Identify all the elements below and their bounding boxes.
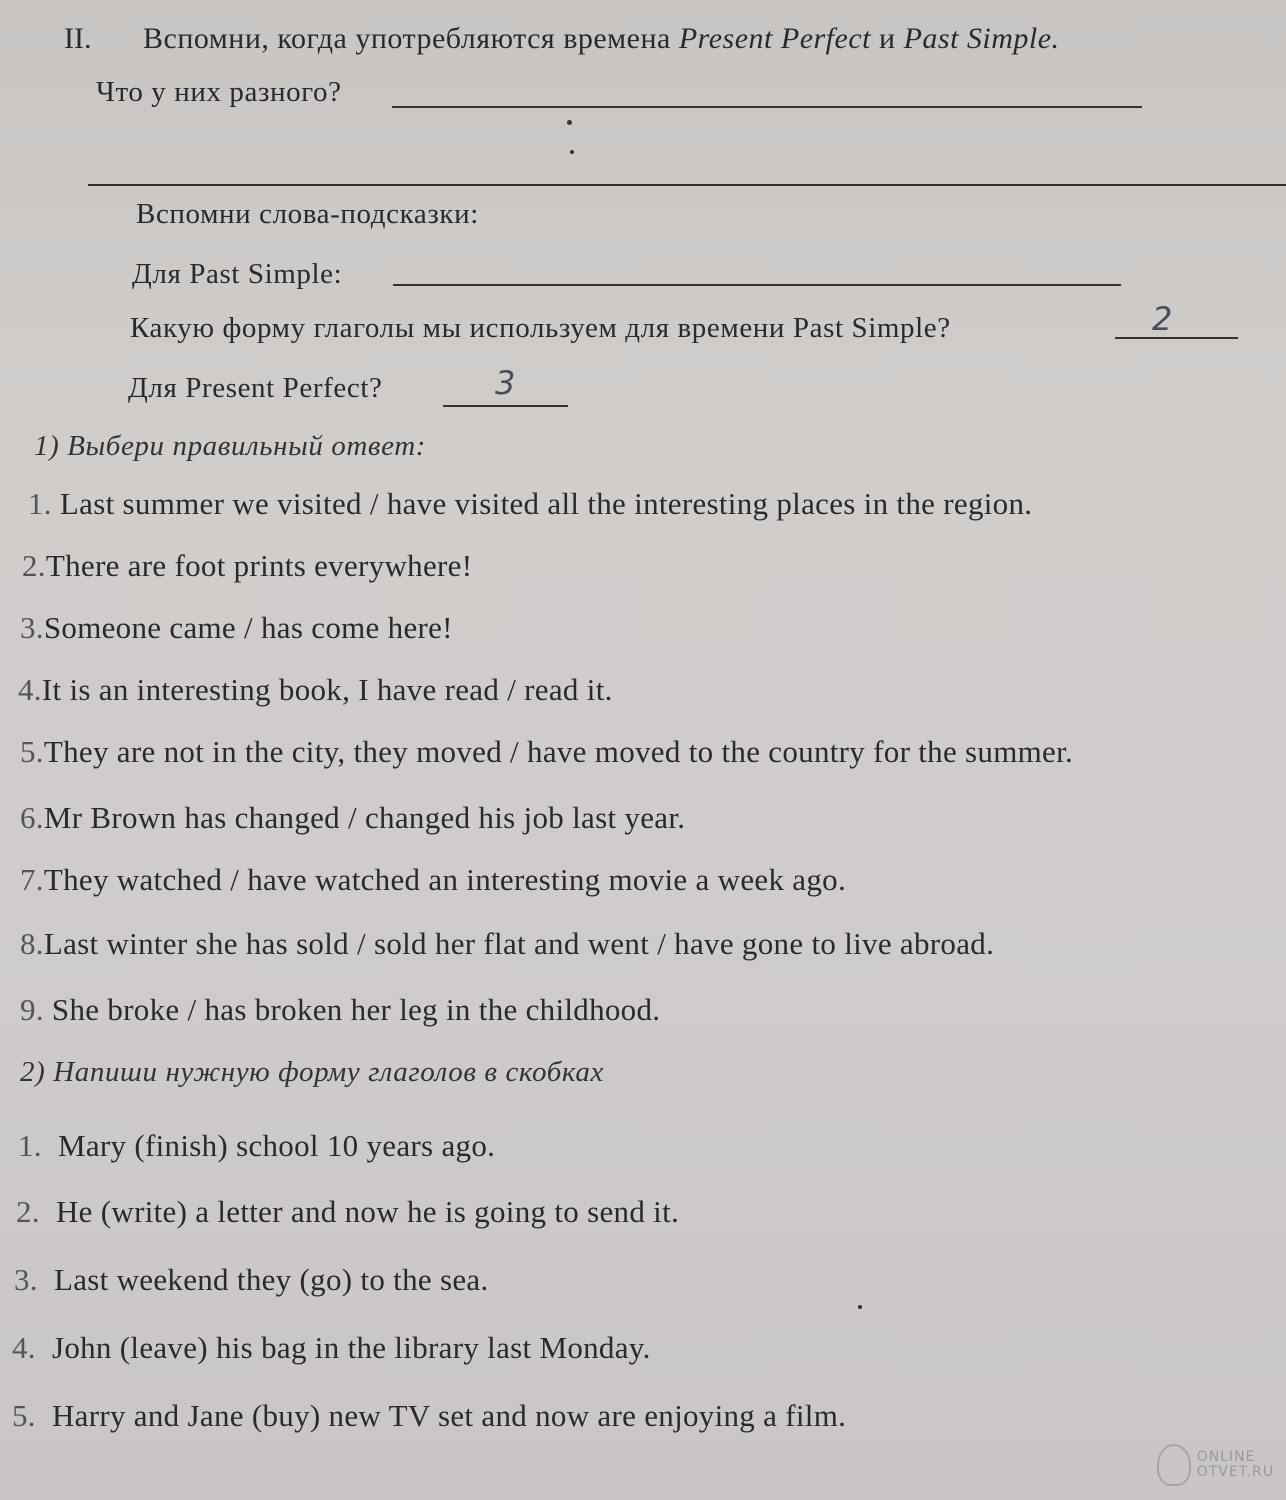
item-number: 3. — [14, 1262, 38, 1297]
item-number: 5. — [12, 1398, 36, 1433]
section-instruction — [143, 22, 1060, 56]
watermark-line2: OTVET.RU — [1196, 1464, 1274, 1480]
item-text: She broke / has broken her leg in the childhood. — [43, 992, 661, 1027]
list-item — [28, 486, 1032, 522]
item-text: They are not in the city, they moved / have moved to the country for the summer. — [43, 734, 1074, 769]
list-item — [12, 1398, 846, 1434]
item-text: Last winter she has sold / sold her flat and went / have gone to live abroad. — [43, 926, 995, 961]
watermark-text — [1197, 1450, 1274, 1480]
list-item — [20, 862, 846, 898]
pen-dot — [570, 150, 574, 154]
item-text: He (write) a letter and now he is going to send it. — [55, 1194, 680, 1229]
item-text: Harry and Jane (buy) new TV set and now are enjoying a film. — [51, 1398, 847, 1433]
list-item — [20, 800, 685, 836]
watermark-line1: ONLINE — [1196, 1449, 1256, 1465]
item-text: Mr Brown has changed / changed his job last year. — [43, 800, 686, 835]
list-item — [22, 548, 472, 584]
item-number: 8. — [20, 926, 44, 961]
pen-dot — [858, 1305, 862, 1309]
list-item — [18, 1128, 495, 1164]
difference-question: Что у них разного? — [96, 76, 342, 108]
difference-answer-line-2[interactable] — [88, 184, 1286, 186]
item-number: 2. — [22, 548, 46, 583]
list-item — [20, 992, 660, 1028]
task2-heading: 2) Напиши нужную форму глаголов в скобках — [20, 1056, 604, 1088]
item-text: Someone came / has come here! — [43, 610, 453, 645]
instruction-text: Вспомни, когда употребляются времена — [143, 22, 679, 55]
past-simple-hint-label: Для Past Simple: — [132, 258, 343, 290]
item-number: 7. — [20, 862, 44, 897]
list-item — [20, 734, 1073, 770]
item-text: It is an interesting book, I have read / read it. — [41, 672, 613, 707]
item-text: There are foot prints everywhere! — [45, 548, 473, 583]
item-number: 1. — [18, 1128, 42, 1163]
task1-heading: 1) Выбери правильный ответ: — [34, 430, 426, 462]
list-item — [16, 1194, 679, 1230]
list-item — [18, 672, 613, 708]
list-item — [20, 926, 994, 962]
instruction-and: и — [871, 22, 904, 55]
list-item — [12, 1330, 651, 1366]
item-number: 6. — [20, 800, 44, 835]
pen-dot — [567, 120, 572, 125]
item-number: 9. — [20, 992, 44, 1027]
list-item — [20, 610, 453, 646]
past-simple-hint-line[interactable] — [393, 284, 1121, 286]
item-number: 1. — [28, 486, 52, 521]
difference-answer-line[interactable] — [392, 106, 1142, 108]
item-text: Last weekend they (go) to the sea. — [53, 1262, 489, 1297]
handwritten-answer-present-perfect: 3 — [495, 364, 516, 402]
past-simple-term: Past Simple. — [903, 22, 1060, 55]
hints-title: Вспомни слова-подсказки: — [136, 198, 479, 230]
present-perfect-answer-line[interactable] — [443, 405, 568, 407]
item-number: 5. — [20, 734, 44, 769]
item-text: John (leave) his bag in the library last Monday. — [51, 1330, 651, 1365]
verb-form-question: Какую форму глаголы мы используем для времени Past Simple? — [130, 312, 951, 344]
item-text: Mary (finish) school 10 years ago. — [57, 1128, 496, 1163]
item-text: They watched / have watched an interesting movie a week ago. — [43, 862, 847, 897]
verb-form-answer-line[interactable] — [1115, 337, 1238, 339]
section-number: II. — [64, 22, 92, 55]
handwritten-answer-past-simple: 2 — [1152, 300, 1173, 338]
item-number: 3. — [20, 610, 44, 645]
item-number: 2. — [16, 1194, 40, 1229]
present-perfect-hint-label: Для Present Perfect? — [128, 372, 383, 404]
watermark — [1157, 1444, 1274, 1486]
item-number: 4. — [18, 672, 42, 707]
item-text: Last summer we visited / have visited all the interesting places in the region. — [51, 486, 1033, 521]
present-perfect-term: Present Perfect — [678, 22, 871, 55]
list-item — [14, 1262, 489, 1298]
item-number: 4. — [12, 1330, 36, 1365]
lightbulb-icon — [1157, 1444, 1191, 1486]
